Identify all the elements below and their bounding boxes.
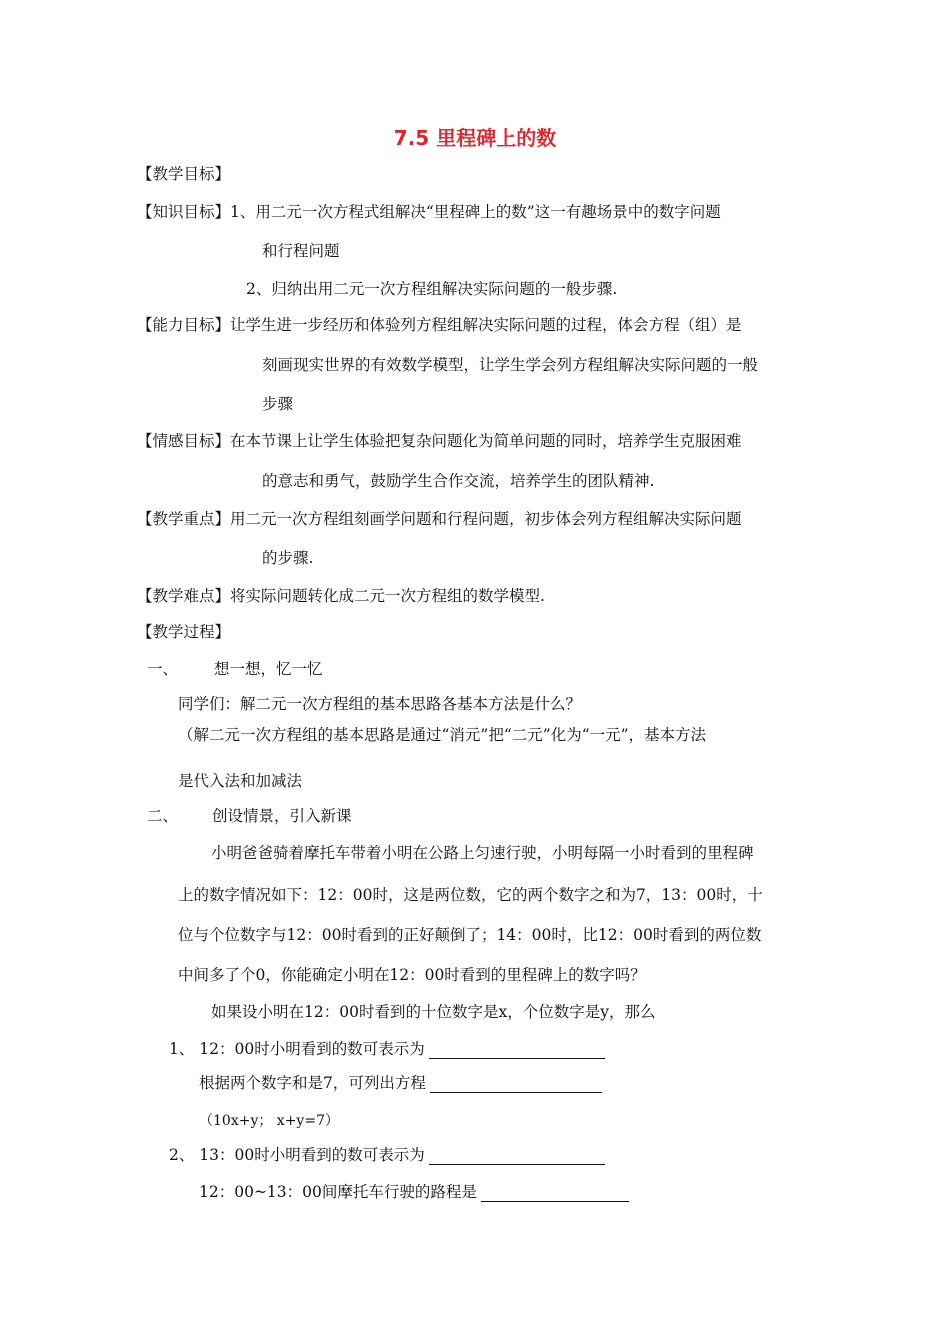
question-text: 2、 13：00时小明看到的数可表示为: [169, 1146, 425, 1164]
paragraph-line: 位与个位数字与12：00时看到的正好颠倒了；14：00时，比12：00时看到的两位数: [178, 926, 762, 944]
answer-text: 是代入法和加减法: [178, 772, 303, 790]
knowledge-objective-line: 2、归纳出用二元一次方程组解决实际问题的一般步骤.: [246, 280, 618, 298]
paragraph-line: 小明爸爸骑着摩托车带着小明在公路上匀速行驶，小明每隔一小时看到的里程碑: [211, 844, 754, 862]
question-line: [169, 1039, 605, 1059]
objectives-heading: 【教学目标】: [137, 165, 231, 183]
answer-blank[interactable]: [430, 1076, 602, 1093]
paragraph-line: 如果设小明在12：00时看到的十位数字是x，个位数字是y，那么: [211, 1003, 656, 1021]
question-text: 根据两个数字和是7，可列出方程: [199, 1074, 426, 1092]
answer-text: （解二元一次方程组的基本思路是通过“消元”把“二元”化为“一元”，基本方法: [178, 726, 707, 744]
paragraph-line: 中间多了个0，你能确定小明在12：00时看到的里程碑上的数字吗？: [178, 966, 646, 984]
section-title: 创设情景，引入新课: [212, 807, 352, 825]
ability-objective-line: 步骤: [262, 395, 294, 413]
emotion-objective-line: 【情感目标】在本节课上让学生体验把复杂问题化为简单问题的同时，培养学生克服困难: [137, 432, 742, 450]
paragraph-line: 上的数字情况如下：12：00时，这是两位数，它的两个数字之和为7，13：00时，十: [178, 886, 763, 904]
ability-objective-line: 【能力目标】让学生进一步经历和体验列方程组解决实际问题的过程，体会方程（组）是: [137, 316, 742, 334]
answer-text: （10x+y； x+y=7）: [199, 1113, 339, 1129]
answer-blank[interactable]: [429, 1148, 605, 1165]
difficulty-line: 【教学难点】将实际问题转化成二元一次方程组的数学模型.: [137, 587, 545, 605]
knowledge-objective-line: 【知识目标】1、用二元一次方程式组解决“里程碑上的数”这一有趣场景中的数字问题: [137, 203, 721, 221]
question-line: [199, 1073, 602, 1093]
ability-objective-line: 刻画现实世界的有效数学模型，让学生学会列方程组解决实际问题的一般: [262, 356, 759, 374]
page-title: 7.5 里程碑上的数: [393, 126, 557, 150]
answer-blank[interactable]: [429, 1042, 605, 1059]
section-title: 想一想，忆一忆: [214, 660, 323, 678]
question-line: [199, 1182, 629, 1202]
question-text: 1、 12：00时小明看到的数可表示为: [169, 1040, 425, 1058]
key-point-line: 【教学重点】用二元一次方程组刻画学问题和行程问题，初步体会列方程组解决实际问题: [137, 510, 742, 528]
process-heading: 【教学过程】: [137, 623, 231, 641]
emotion-objective-line: 的意志和勇气，鼓励学生合作交流，培养学生的团队精神.: [262, 472, 655, 490]
question-line: [169, 1145, 605, 1165]
question-text: 12：00~13：00间摩托车行驶的路程是: [199, 1183, 477, 1201]
section-number: 二、: [147, 807, 179, 825]
answer-blank[interactable]: [481, 1185, 629, 1202]
key-point-line: 的步骤.: [262, 549, 314, 567]
question-text: 同学们：解二元一次方程组的基本思路各基本方法是什么？: [178, 695, 582, 713]
knowledge-objective-line: 和行程问题: [262, 242, 340, 260]
section-number: 一、: [147, 660, 179, 678]
